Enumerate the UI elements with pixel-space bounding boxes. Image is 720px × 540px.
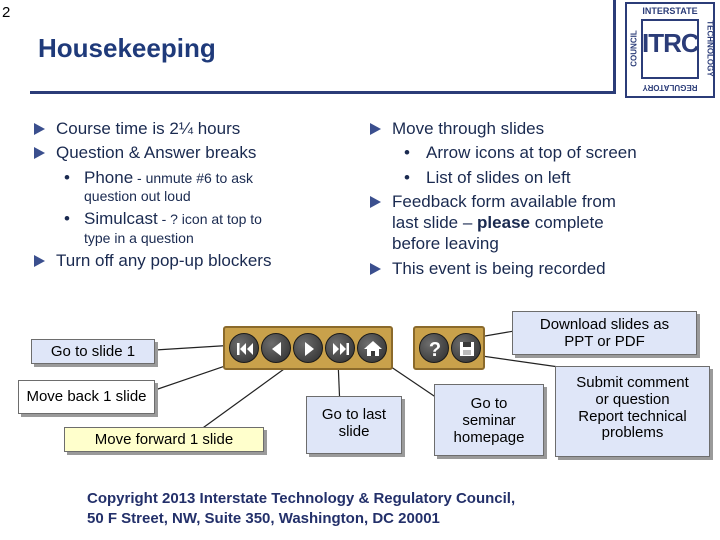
sub-bullet-simulcast: • Simulcast - ? icon at top to (64, 209, 262, 229)
logo-right-text: TECHNOLOGY (705, 20, 715, 77)
sub-bullet-phone-continued: question out loud (84, 187, 191, 204)
question-icon (420, 334, 450, 364)
callout-go-to-slide-1: Go to slide 1 (31, 339, 155, 364)
first-slide-button[interactable] (229, 333, 259, 363)
last-slide-icon (326, 334, 356, 364)
dot-bullet-icon: • (404, 143, 410, 163)
dot-bullet-icon: • (404, 167, 410, 187)
sub-bullet-phone: • Phone - unmute #6 to ask (64, 167, 254, 187)
bullet-feedback-form-line2: last slide – please complete (392, 213, 604, 232)
slide-number: 2 (2, 4, 11, 21)
question-button[interactable] (419, 333, 449, 363)
callout-go-to-last: Go to last slide (306, 396, 402, 454)
copyright-notice: Copyright 2013 Interstate Technology & Regulatory Council, 50 F Street, NW, Suite 350, Washington, DC 20001 (87, 490, 516, 527)
sub-bullet-simulcast-continued: type in a question (84, 229, 194, 246)
bullet-popup-blockers: Turn off any pop-up blockers (28, 250, 353, 271)
help-toolbar (413, 326, 485, 370)
callout-move-back: Move back 1 slide (18, 380, 155, 414)
callout-move-forward: Move forward 1 slide (64, 427, 264, 452)
slide-navigation-bar (223, 326, 393, 370)
first-slide-icon (230, 334, 260, 364)
bullet-recorded: This event is being recorded (364, 258, 714, 279)
home-button[interactable] (357, 333, 387, 363)
logo-mark: ITRC (642, 28, 699, 58)
dot-bullet-icon: • (64, 209, 70, 229)
bullet-feedback-form-line3: before leaving (392, 234, 499, 254)
logo-bottom-text: REGULATORY (642, 83, 698, 92)
bullet-feedback-form: Feedback form available from (364, 191, 714, 212)
logo-top-text: INTERSTATE (642, 6, 698, 16)
previous-slide-icon (262, 334, 292, 364)
callout-homepage: Go to seminar homepage (434, 384, 544, 456)
slide-title: Housekeeping (38, 33, 216, 63)
logo-left-text: COUNCIL (629, 30, 639, 67)
save-icon (452, 334, 482, 364)
callout-submit-comment: Submit comment or question Report technical problems (555, 366, 710, 457)
svg-text:?: ? (428, 339, 442, 361)
last-slide-button[interactable] (325, 333, 355, 363)
home-icon (358, 334, 388, 364)
next-slide-icon (294, 334, 324, 364)
sub-bullet-arrow-icons: • Arrow icons at top of screen (404, 143, 637, 163)
bullet-qa-breaks: Question & Answer breaks (28, 142, 353, 163)
save-button[interactable] (451, 333, 481, 363)
dot-bullet-icon: • (64, 167, 70, 187)
next-slide-button[interactable] (293, 333, 323, 363)
sub-bullet-slide-list: • List of slides on left (404, 167, 571, 187)
bullet-move-slides: Move through slides (364, 118, 714, 139)
previous-slide-button[interactable] (261, 333, 291, 363)
callout-download: Download slides as PPT or PDF (512, 311, 697, 355)
bullet-course-time: Course time is 2¼ hours (28, 118, 353, 139)
